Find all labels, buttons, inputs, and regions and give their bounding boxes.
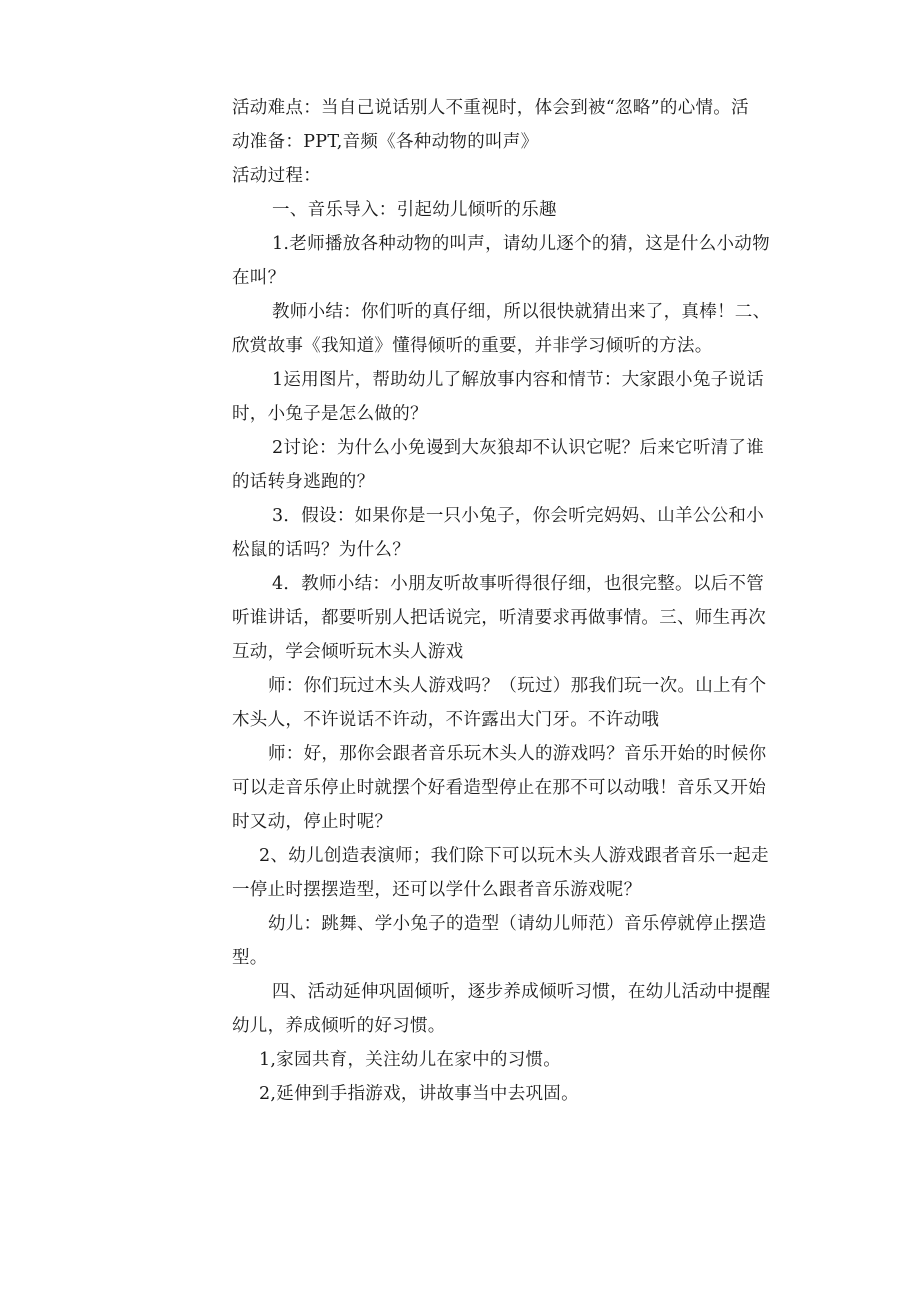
text-line: 2讨论：为什么小免谩到大灰狼却不认识它呢？后来它听清了谁 (272, 438, 765, 458)
text-line: 4．教师小结：小朋友听故事听得很仔细，也很完整。以后不管 (272, 574, 765, 594)
text-line: 教师小结：你们听的真仔细，所以很快就猜出来了，真棒！二、 (272, 302, 771, 322)
paragraph-difficulty-preparation (232, 91, 842, 159)
text-line: 时又动，停止时呢？ (232, 812, 393, 832)
text-line: 2,延伸到手指游戏，讲故事当中去巩固。 (259, 1084, 579, 1104)
text-line: 幼儿：跳舞、学小兔子的造型（请幼儿师范）音乐停就停止摆造 (268, 914, 767, 934)
text-line: 可以走音乐停止时就摆个好看造型停止在那不可以动哦！音乐又开始 (232, 778, 766, 798)
text-line: 欣赏故事《我知道》懂得倾听的重要，并非学习倾听的方法。 (232, 336, 713, 356)
text-line: 木头人，不许说话不许动，不许露出大门牙。不许动哦 (232, 710, 660, 730)
text-line: 师：你们玩过木头人游戏吗？（玩过）那我们玩一次。山上有个 (268, 676, 767, 696)
paragraph-teacher-dialog-2 (232, 737, 842, 839)
text-line: 幼儿，养成倾听的好习惯。 (232, 1016, 446, 1036)
text-line: 2、幼儿创造表演师；我们除下可以玩木头人游戏跟者音乐一起走 (259, 846, 769, 866)
text-line: 松鼠的话吗？为什么？ (232, 540, 410, 560)
text-line: 在叫？ (232, 268, 286, 288)
text-line: 师：好，那你会跟者音乐玩木头人的游戏吗？音乐开始的时候你 (268, 744, 767, 764)
paragraph-child-creation (232, 839, 842, 907)
text-line: 1,家园共育，关注幼儿在家中的习惯。 (259, 1050, 562, 1070)
text-line: 型。 (232, 948, 268, 968)
paragraph-story-step-4 (232, 567, 842, 669)
section-heading: 活动过程： (232, 166, 321, 186)
paragraph-process-heading (232, 159, 842, 193)
paragraph-extension-2 (232, 1077, 842, 1111)
section-heading: 一、音乐导入：引起幼儿倾听的乐趣 (272, 200, 557, 220)
text-line: 的话转身逃跑的？ (232, 472, 375, 492)
text-line: 1运用图片，帮助幼儿了解放事内容和情节：大家跟小兔子说话 (272, 370, 765, 390)
text-line: 3．假设：如果你是一只小兔子，你会听完妈妈、山羊公公和小 (272, 506, 765, 526)
paragraph-section-four (232, 975, 842, 1043)
text-line: 听谁讲话，都要听别人把话说完，听清要求再做事情。三、师生再次 (232, 608, 766, 628)
paragraph-story-step-2 (232, 431, 842, 499)
text-line: 四、活动延伸巩固倾听，逐步养成倾听习惯，在幼儿活动中提醒 (272, 982, 771, 1002)
text-line: 时，小兔子是怎么做的？ (232, 404, 428, 424)
paragraph-teacher-summary (232, 295, 842, 363)
paragraph-section-one (232, 193, 842, 227)
paragraph-story-step-1 (232, 363, 842, 431)
paragraph-child-answer (232, 907, 842, 975)
text-line: 1.老师播放各种动物的叫声，请幼儿逐个的猜，这是什么小动物 (272, 234, 770, 254)
text-line: 一停止时摆摆造型，还可以学什么跟者音乐游戏呢？ (232, 880, 642, 900)
paragraph-teacher-dialog-1 (232, 669, 842, 737)
text-line: 动准备：PPT,音频《各种动物的叫声》 (232, 132, 539, 152)
text-line: 互动，学会倾听玩木头人游戏 (232, 642, 464, 662)
paragraph-step-1 (232, 227, 842, 295)
text-line: 活动难点：当自己说话别人不重视时，体会到被“忽略”的心情。活 (232, 98, 749, 118)
paragraph-story-step-3 (232, 499, 842, 567)
paragraph-extension-1 (232, 1043, 842, 1077)
